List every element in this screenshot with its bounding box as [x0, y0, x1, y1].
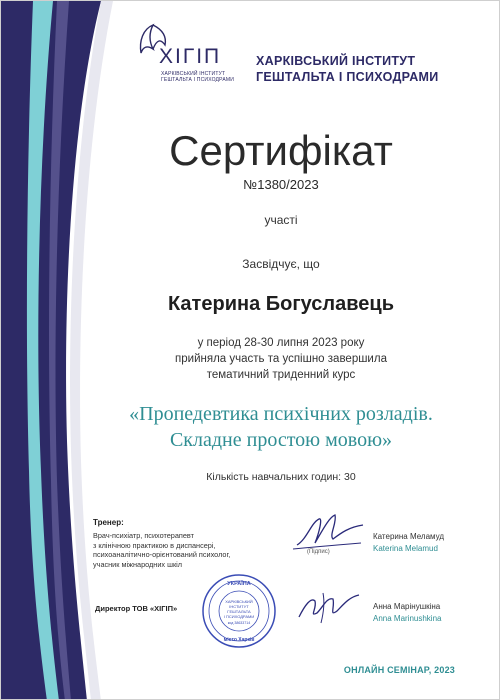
description-line3: тематичний триденний курс	[206, 369, 356, 381]
stamp-bottom: місто Харків	[223, 637, 255, 643]
institute-name-line2: ГЕШТАЛЬТА І ПСИХОДРАМИ	[256, 70, 439, 84]
stamp-top: УКРАЇНА	[227, 581, 251, 587]
certificate-type: участі	[264, 213, 298, 227]
director-name-ua: Анна Марінушкіна	[373, 602, 441, 611]
institute-logo	[129, 23, 241, 85]
stamp-code: код 38633714	[227, 621, 251, 625]
certificate-number: №1380/2023	[243, 177, 319, 192]
stamp-line3: ГЕШТАЛЬТА	[227, 609, 251, 614]
trainer-desc-line3: психоаналітично-орієнтований психолог,	[93, 550, 231, 559]
trainer-heading: Тренер:	[93, 518, 124, 527]
stamp-line4: І ПСИХОДРАМИ	[223, 614, 255, 619]
event-footer: ОНЛАЙН СЕМІНАР, 2023	[343, 665, 455, 675]
description-line1: у період 28-30 липня 2023 року	[197, 337, 365, 349]
institute-name-line1: ХАРКІВСЬКИЙ ІНСТИТУТ	[256, 54, 416, 68]
logo-abbreviation: ХІГІП	[159, 45, 222, 68]
trainer-desc-line2: з клінічною практикою в диспансері,	[93, 540, 216, 550]
signature-label: (Підпис)	[307, 549, 330, 555]
director-label: Директор ТОВ «ХІГІП»	[95, 604, 178, 613]
director-signature	[293, 587, 365, 627]
training-hours: Кількість навчальних годин: 30	[206, 471, 356, 483]
trainer-desc-line4: учасник міжнародних шкіл	[93, 559, 183, 569]
course-title-line2: Складне простою мовою»	[169, 429, 393, 451]
course-title-line1: «Пропедевтика психічних розладів.	[129, 403, 433, 425]
description-line2: прийняла участь та успішно завершила	[175, 353, 387, 365]
director-name	[373, 601, 441, 625]
trainer-name-ua: Катерина Меламуд	[373, 532, 445, 541]
stamp-line1: ХАРКІВСЬКИЙ	[225, 599, 253, 604]
trainer-description	[93, 531, 273, 569]
participation-description	[101, 335, 461, 383]
institute-name	[256, 53, 439, 85]
recipient-name: Катерина Богуславець	[167, 293, 394, 315]
trainer-name	[373, 531, 444, 555]
logo-subtitle-line1: ХАРКІВСЬКИЙ ІНСТИТУТ	[161, 71, 226, 77]
logo-subtitle	[161, 71, 234, 83]
trainer-name-en: Katerina Melamud	[373, 544, 438, 553]
certificate-title: Сертифікат	[169, 127, 393, 174]
logo-subtitle-line2: ГЕШТАЛЬТА І ПСИХОДРАМИ	[161, 77, 235, 83]
trainer-desc-line1: Врач-психіатр, психотерапевт	[93, 531, 194, 540]
stamp-line2: ІНСТИТУТ	[229, 604, 249, 609]
certifies-text: Засвідчує, що	[242, 257, 320, 271]
course-title	[97, 401, 465, 453]
institute-stamp	[201, 573, 277, 649]
director-name-en: Anna Marinushkina	[373, 614, 442, 623]
trainer-signature	[289, 509, 369, 557]
